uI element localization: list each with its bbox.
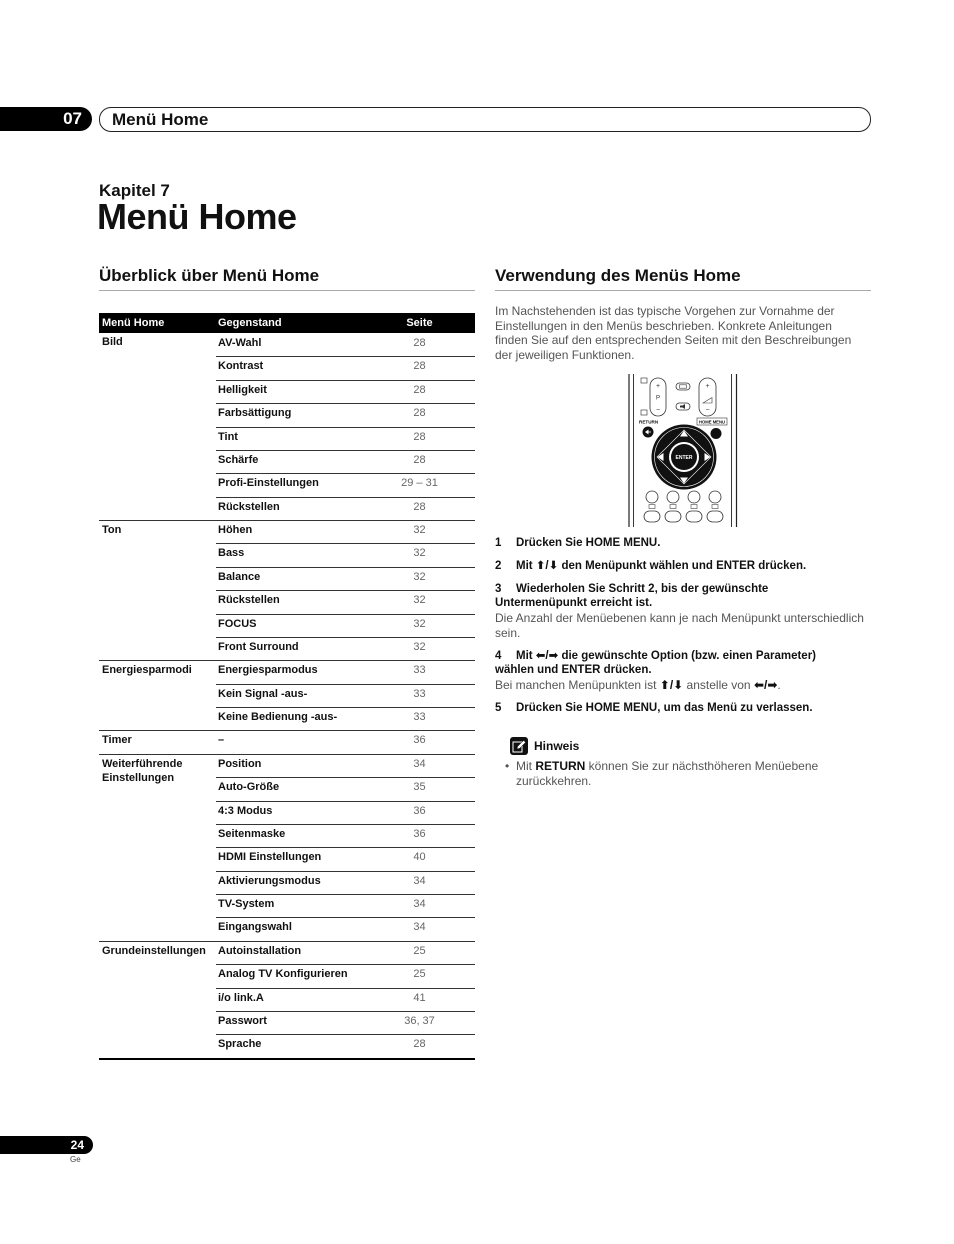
table-row: [99, 427, 475, 450]
table-row: [99, 637, 475, 660]
note-text-part: Mit: [516, 759, 536, 773]
step-text: Mit ⬆/⬇ den Menüpunkt wählen und ENTER drücken.: [516, 559, 807, 572]
table-row: [99, 590, 475, 613]
menu-category-cell: [99, 590, 216, 613]
detail-text: anstelle von: [683, 677, 754, 692]
return-button: [643, 427, 654, 438]
menu-category-cell: [99, 543, 216, 566]
minus-icon: −: [655, 407, 661, 414]
menu-item-cell: Energiesparmodus: [216, 660, 364, 683]
column-header-page: Seite: [406, 317, 433, 329]
menu-category-cell: [99, 614, 216, 637]
page-title: Menü Home: [97, 196, 297, 237]
mute-button: [676, 403, 690, 410]
menu-category-cell: [99, 824, 216, 847]
step-number: 4: [495, 649, 502, 662]
menu-item-cell: Höhen: [216, 520, 364, 543]
small-icon: [691, 505, 697, 509]
step-number: 1: [495, 536, 502, 549]
pencil-note-icon: [510, 737, 528, 755]
page-number-cell: 32: [364, 590, 475, 613]
table-row: [99, 777, 475, 800]
program-label: P: [655, 395, 661, 402]
chapter-number-tab: 07: [0, 107, 92, 131]
plus-icon: +: [705, 383, 710, 390]
menu-category-cell: [99, 637, 216, 660]
color-button: [709, 491, 721, 503]
page-number-cell: 35: [364, 777, 475, 800]
overview-heading: Überblick über Menü Home: [99, 266, 320, 285]
page-number-cell: 41: [364, 988, 475, 1011]
column-header-item: Gegenstand: [218, 317, 282, 329]
column-header-menu: Menü Home: [102, 317, 165, 329]
step-detail: [495, 678, 816, 693]
menu-category-cell: Ton: [99, 520, 216, 543]
menu-category-cell: Grundeinstellungen: [99, 941, 216, 964]
step-2: [495, 559, 806, 574]
menu-category-cell: [99, 988, 216, 1011]
table-row: [99, 730, 475, 753]
menu-item-cell: Balance: [216, 567, 364, 590]
color-button: [688, 491, 700, 503]
page-number-cell: 28: [364, 497, 475, 520]
page-number-cell: 25: [364, 941, 475, 964]
table-row: [99, 707, 475, 730]
page-number-cell: 36: [364, 730, 475, 753]
page-number-cell: 34: [364, 917, 475, 940]
menu-item-cell: Autoinstallation: [216, 941, 364, 964]
step-3: [495, 582, 864, 641]
table-body: [99, 333, 475, 1060]
step-text: Drücken Sie HOME MENU, um das Menü zu verlassen.: [516, 701, 813, 714]
menu-item-cell: Tint: [216, 427, 364, 450]
table-row: [99, 824, 475, 847]
menu-category-cell: [99, 707, 216, 730]
menu-item-cell: TV-System: [216, 894, 364, 917]
menu-category-cell: [99, 847, 216, 870]
page-number-cell: 28: [364, 380, 475, 403]
step-number: 2: [495, 559, 502, 572]
page-number-cell: 25: [364, 964, 475, 987]
header-frame: [99, 107, 871, 132]
menu-category-cell: [99, 427, 216, 450]
heading-divider: [99, 290, 475, 291]
page-number-cell: 32: [364, 543, 475, 566]
color-button: [667, 491, 679, 503]
table-row: [99, 567, 475, 590]
info-button: [676, 383, 690, 390]
menu-category-cell: Energiesparmodi: [99, 660, 216, 683]
usage-heading: Verwendung des Menüs Home: [495, 266, 741, 285]
heading-divider: [495, 290, 871, 291]
menu-category-cell: [99, 473, 216, 496]
page-number-cell: 32: [364, 567, 475, 590]
menu-item-cell: Schärfe: [216, 450, 364, 473]
menu-item-cell: Auto-Größe: [216, 777, 364, 800]
detail-text: .: [777, 677, 781, 692]
note-keyword: RETURN: [535, 759, 586, 773]
menu-item-cell: 4:3 Modus: [216, 801, 364, 824]
table-row: [99, 754, 475, 785]
step-4: [495, 649, 816, 693]
page-number-cell: 28: [364, 403, 475, 426]
page-number-cell: 33: [364, 684, 475, 707]
step-detail: Die Anzahl der Menüebenen kann je nach Menüpunkt unterschiedlich: [495, 610, 864, 625]
step-number: 5: [495, 701, 502, 714]
menu-item-cell: Position: [216, 754, 364, 777]
page-number-cell: 28: [413, 337, 426, 349]
page-number-cell: 32: [364, 520, 475, 543]
intro-line: Einstellungen in den Menüs beschrieben. Konkrete Anleitungen: [495, 318, 832, 333]
note-text-part: zurückkehren.: [516, 774, 592, 788]
page-number-cell: 28: [364, 450, 475, 473]
menu-item-cell: Rückstellen: [216, 497, 364, 520]
table-row: [99, 847, 475, 870]
direction-pad: [652, 425, 717, 490]
table-row: [99, 684, 475, 707]
menu-category-cell: Weiterführende Einstellungen: [99, 754, 216, 777]
page-number-cell: 40: [364, 847, 475, 870]
intro-line: Im Nachstehenden ist das typische Vorgehen zur Vornahme der: [495, 304, 835, 318]
small-icon: [641, 410, 647, 415]
page-number-cell: 28: [364, 1034, 475, 1057]
return-label: RETURN: [639, 419, 659, 425]
menu-item-cell: Keine Bedienung -aus-: [216, 707, 364, 730]
bullet-icon: •: [505, 759, 510, 773]
step-detail: sein.: [495, 625, 521, 640]
table-row: [99, 871, 475, 894]
detail-text: Bei manchen Menüpunkten ist: [495, 677, 660, 692]
step-text: Drücken Sie HOME MENU.: [516, 536, 661, 549]
left-right-arrows-icon: ⬅/➡: [753, 677, 778, 692]
page-number-cell: 33: [364, 707, 475, 730]
function-button: [686, 511, 702, 522]
chapter-label: Kapitel 7: [99, 181, 170, 200]
menu-item-cell: Rückstellen: [216, 590, 364, 613]
menu-overview-table: [99, 313, 475, 1060]
step-text: Untermenüpunkt erreicht ist.: [495, 597, 653, 610]
menu-item-cell: Sprache: [216, 1034, 364, 1057]
table-row: [99, 543, 475, 566]
table-row: [99, 497, 475, 520]
menu-category-cell: [99, 1011, 216, 1034]
page-number-cell: 34: [364, 871, 475, 894]
table-row: [99, 941, 475, 964]
function-button: [707, 511, 723, 522]
remote-control-illustration: [628, 374, 738, 527]
minus-icon: −: [705, 407, 710, 414]
header-title: Menü Home: [112, 110, 209, 129]
page-number-cell: 34: [364, 754, 475, 777]
table-row: [99, 988, 475, 1011]
page-number-cell: 28: [364, 356, 475, 379]
step-text: Mit ⬅/➡ die gewünschte Option (bzw. einen Parameter): [516, 649, 816, 662]
menu-category-cell: [99, 801, 216, 824]
small-icon: [712, 505, 718, 509]
page-number-cell: 36: [364, 824, 475, 847]
small-icon: [649, 505, 655, 509]
menu-item-cell: Kein Signal -aus-: [216, 684, 364, 707]
table-row: [99, 356, 475, 379]
function-button: [665, 511, 681, 522]
page-number-cell: 36, 37: [364, 1011, 475, 1034]
up-down-arrows-icon: ⬆/⬇: [659, 677, 684, 692]
table-row: [99, 380, 475, 403]
menu-category-cell: [99, 403, 216, 426]
menu-category-cell: [99, 894, 216, 917]
color-button: [646, 491, 658, 503]
table-row: [99, 801, 475, 824]
menu-category-cell: [99, 1034, 216, 1057]
volume-rocker: [699, 378, 716, 416]
table-row: [99, 917, 475, 940]
menu-item-cell: –: [216, 730, 364, 753]
table-row: [99, 1034, 475, 1057]
menu-category-cell: Timer: [99, 730, 216, 753]
table-row: [99, 614, 475, 637]
intro-line: finden Sie auf den entsprechenden Seiten mit den Beschreibungen: [495, 333, 852, 348]
home-menu-button: [711, 428, 722, 439]
page-number-cell: 32: [364, 637, 475, 660]
language-code: Ge: [70, 1155, 81, 1164]
menu-category-cell: [99, 777, 216, 800]
table-row: [99, 964, 475, 987]
table-row: [99, 894, 475, 917]
menu-item-cell: Analog TV Konfigurieren: [216, 964, 364, 987]
small-icon: [641, 378, 647, 383]
page-number-cell: 33: [364, 660, 475, 683]
menu-item-cell: Eingangswahl: [216, 917, 364, 940]
menu-item-cell: AV-Wahl: [218, 337, 262, 349]
menu-item-cell: Seitenmaske: [216, 824, 364, 847]
plus-icon: +: [655, 383, 661, 390]
table-row: [99, 450, 475, 473]
intro-line: der jeweiligen Funktionen.: [495, 348, 635, 363]
step-number: 3: [495, 582, 502, 595]
enter-label: ENTER: [675, 454, 693, 461]
intro-paragraph: [495, 304, 851, 363]
menu-category-cell: [99, 567, 216, 590]
table-row: [99, 1011, 475, 1034]
menu-item-cell: Aktivierungsmodus: [216, 871, 364, 894]
menu-category-cell: [99, 684, 216, 707]
step-text: Wiederholen Sie Schritt 2, bis der gewünschte: [516, 582, 769, 595]
page-number-cell: 29 – 31: [364, 473, 475, 496]
menu-category-cell: [99, 356, 216, 379]
menu-item-cell: HDMI Einstellungen: [216, 847, 364, 870]
menu-item-cell: Farbsättigung: [216, 403, 364, 426]
menu-item-cell: Passwort: [216, 1011, 364, 1034]
menu-item-cell: FOCUS: [216, 614, 364, 637]
menu-category-cell: [99, 450, 216, 473]
note-text: [516, 759, 818, 789]
table-row: [99, 660, 475, 683]
table-row: [99, 333, 475, 356]
menu-item-cell: Bass: [216, 543, 364, 566]
small-icon: [670, 505, 676, 509]
home-menu-label: HOME MENU: [698, 419, 726, 425]
step-1: [495, 536, 660, 551]
menu-category-cell: Bild: [102, 336, 123, 348]
program-rocker: [650, 378, 666, 416]
page-number-cell: 32: [364, 614, 475, 637]
table-row: [99, 520, 475, 543]
menu-item-cell: Front Surround: [216, 637, 364, 660]
menu-category-cell: [99, 917, 216, 940]
menu-category-cell: [99, 497, 216, 520]
menu-category-cell: [99, 871, 216, 894]
step-text: wählen und ENTER drücken.: [495, 664, 652, 677]
table-row: [99, 403, 475, 426]
step-5: [495, 701, 813, 716]
menu-item-cell: Profi-Einstellungen: [216, 473, 364, 496]
page-number: 24: [0, 1136, 93, 1154]
function-button: [644, 511, 660, 522]
menu-item-cell: Kontrast: [216, 356, 364, 379]
menu-item-cell: i/o link.A: [216, 988, 364, 1011]
table-row: [99, 473, 475, 496]
note-title: Hinweis: [534, 739, 580, 753]
menu-category-cell: [99, 964, 216, 987]
page-number-cell: 36: [364, 801, 475, 824]
menu-category-cell: [99, 380, 216, 403]
note-text-part: können Sie zur nächsthöheren Menüebene: [585, 759, 819, 773]
page-number-cell: 28: [364, 427, 475, 450]
table-header: [99, 313, 475, 333]
menu-item-cell: Helligkeit: [216, 380, 364, 403]
page-number-cell: 34: [364, 894, 475, 917]
